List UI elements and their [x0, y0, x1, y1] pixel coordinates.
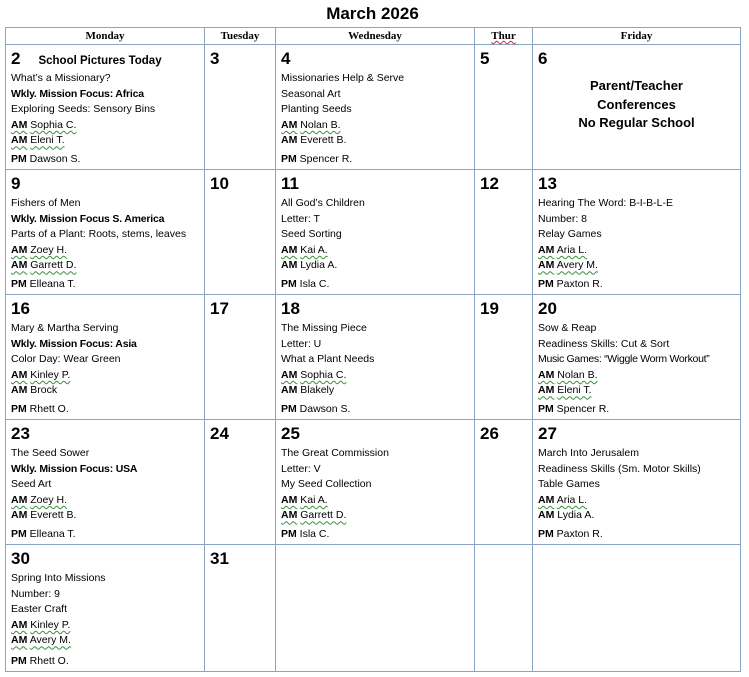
am-helper: AM Blakely: [281, 384, 335, 397]
weekday-header-row: [6, 28, 741, 45]
day-cell-5: [475, 45, 533, 170]
pm-helper: PM Spencer R.: [281, 153, 353, 166]
day-number: 5: [480, 49, 490, 68]
activity-line: Number: 9: [11, 587, 61, 600]
activity-line: What’s a Missionary?: [11, 72, 111, 84]
mission-focus: Wkly. Mission Focus S. America: [11, 212, 165, 225]
am-helper: AM Garrett D.: [281, 509, 347, 522]
pm-helper: PM Paxton R.: [538, 278, 603, 291]
pm-helper: PM Dawson S.: [281, 403, 351, 416]
activity-line: Letter: T: [281, 212, 320, 225]
am-helper: AM Kai A.: [281, 243, 328, 256]
day-headline: School Pictures Today: [38, 55, 162, 67]
day-number: 27: [538, 424, 557, 443]
day-cell-3: [205, 45, 276, 170]
day-number: 6: [538, 49, 548, 68]
day-cell-30: [6, 545, 205, 672]
am-helper: AM Sophia C.: [281, 368, 347, 381]
activity-line: Planting Seeds: [281, 103, 352, 116]
pm-helper: PM Rhett O.: [11, 403, 69, 416]
weekday-thursday: Thur: [475, 28, 533, 45]
am-helper: AM Zoey H.: [11, 243, 68, 256]
day-cell-12: [475, 170, 533, 295]
day-cell-6: [533, 45, 741, 170]
activity-line: Seed Art: [11, 478, 52, 491]
day-cell-20: [533, 295, 741, 420]
activity-line: Seed Sorting: [281, 228, 342, 241]
no-school-notice: Parent/Teacher Conferences No Regular School: [578, 78, 695, 130]
activity-line: Parts of a Plant: Roots, stems, leaves: [11, 228, 187, 241]
week-row: [6, 545, 741, 672]
am-helper: AM Kai A.: [281, 493, 328, 506]
mission-focus: Wkly. Mission Focus: Asia: [11, 337, 137, 350]
calendar-grid: [5, 27, 741, 672]
am-helper: AM Eleni T.: [538, 384, 592, 397]
day-number: 23: [11, 424, 30, 443]
am-helper: AM Zoey H.: [11, 493, 68, 506]
week-row: [6, 420, 741, 545]
day-number: 19: [480, 299, 499, 318]
week-row: [6, 45, 741, 170]
mission-focus: Wkly. Mission Focus: USA: [11, 462, 138, 475]
activity-line: Easter Craft: [11, 603, 68, 616]
day-number: 13: [538, 174, 557, 193]
empty-cell: [475, 545, 533, 672]
activity-line: All God’s Children: [281, 197, 365, 209]
day-cell-18: [276, 295, 475, 420]
day-cell-31: [205, 545, 276, 672]
day-number: 16: [11, 299, 30, 318]
pm-helper: PM Elleana T.: [11, 528, 76, 541]
am-helper: AM Sophia C.: [11, 118, 77, 131]
weekday-wednesday: Wednesday: [276, 28, 475, 45]
activity-line: Fishers of Men: [11, 197, 81, 209]
activity-line: Hearing The Word: B-I-B-L-E: [538, 197, 673, 209]
day-number: 24: [210, 424, 229, 443]
empty-cell: [276, 545, 475, 672]
day-number: 20: [538, 299, 557, 318]
pm-helper: PM Dawson S.: [11, 153, 81, 166]
pm-helper: PM Paxton R.: [538, 528, 603, 541]
day-cell-24: [205, 420, 276, 545]
day-number: 2: [11, 49, 21, 68]
activity-line: Mary & Martha Serving: [11, 322, 119, 334]
am-helper: AM Lydia A.: [281, 259, 338, 272]
activity-line: Exploring Seeds: Sensory Bins: [11, 103, 156, 116]
activity-line: The Missing Piece: [281, 322, 367, 334]
am-helper: AM Garrett D.: [11, 259, 77, 272]
activity-line: What a Plant Needs: [281, 353, 375, 366]
day-number: 31: [210, 549, 229, 568]
activity-line: Missionaries Help & Serve: [281, 72, 405, 84]
activity-line: Number: 8: [538, 212, 588, 225]
day-number: 18: [281, 299, 300, 318]
pm-helper: PM Spencer R.: [538, 403, 610, 416]
day-cell-16: [6, 295, 205, 420]
day-number: 3: [210, 49, 220, 68]
day-number: 26: [480, 424, 499, 443]
activity-line: Seasonal Art: [281, 87, 341, 100]
am-helper: AM Kinley P.: [11, 368, 71, 381]
activity-line: Letter: U: [281, 337, 322, 350]
activity-line: My Seed Collection: [281, 478, 372, 491]
am-helper: AM Nolan B.: [281, 118, 341, 131]
empty-cell: [533, 545, 741, 672]
am-helper: AM Aria L.: [538, 493, 588, 506]
day-number: 10: [210, 174, 229, 193]
day-cell-17: [205, 295, 276, 420]
day-cell-23: [6, 420, 205, 545]
activity-line: Letter: V: [281, 462, 321, 475]
mission-focus: Wkly. Mission Focus: Africa: [11, 87, 144, 100]
week-row: [6, 170, 741, 295]
am-helper: AM Brock: [11, 384, 58, 397]
activity-line: Table Games: [538, 478, 600, 491]
activity-line: Color Day: Wear Green: [11, 353, 121, 366]
am-helper: AM Aria L.: [538, 243, 588, 256]
activity-line: Readiness Skills (Sm. Motor Skills): [538, 462, 701, 475]
pm-helper: PM Isla C.: [281, 528, 330, 541]
activity-line: Sow & Reap: [538, 322, 597, 334]
day-number: 17: [210, 299, 229, 318]
weekday-tuesday: Tuesday: [205, 28, 276, 45]
day-cell-4: [276, 45, 475, 170]
weekday-monday: Monday: [6, 28, 205, 45]
day-cell-9: [6, 170, 205, 295]
day-cell-13: [533, 170, 741, 295]
activity-line: The Great Commission: [281, 447, 389, 459]
am-helper: AM Nolan B.: [538, 368, 598, 381]
activity-line: Relay Games: [538, 228, 602, 241]
day-number: 25: [281, 424, 300, 443]
activity-line: Readiness Skills: Cut & Sort: [538, 337, 670, 350]
activity-line: The Seed Sower: [11, 447, 90, 459]
day-number: 12: [480, 174, 499, 193]
am-helper: AM Everett B.: [11, 509, 77, 522]
weekday-friday: Friday: [533, 28, 741, 45]
day-cell-19: [475, 295, 533, 420]
activity-line: Spring Into Missions: [11, 572, 106, 584]
day-cell-25: [276, 420, 475, 545]
pm-helper: PM Rhett O.: [11, 655, 69, 668]
activity-line: Music Games: “Wiggle Worm Workout”: [538, 353, 710, 366]
day-number: 4: [281, 49, 291, 68]
day-number: 11: [281, 174, 299, 193]
pm-helper: PM Isla C.: [281, 278, 330, 291]
pm-helper: PM Elleana T.: [11, 278, 76, 291]
day-cell-11: [276, 170, 475, 295]
day-number: 30: [11, 549, 30, 568]
calendar-title: March 2026: [326, 4, 419, 23]
day-cell-26: [475, 420, 533, 545]
am-helper: AM Avery M.: [538, 259, 598, 272]
week-row: [6, 295, 741, 420]
day-number: 9: [11, 174, 21, 193]
am-helper: AM Eleni T.: [11, 134, 65, 147]
am-helper: AM Everett B.: [281, 134, 347, 147]
day-cell-27: [533, 420, 741, 545]
day-cell-10: [205, 170, 276, 295]
am-helper: AM Avery M.: [11, 634, 71, 647]
day-cell-2: [6, 45, 205, 170]
activity-line: March Into Jerusalem: [538, 447, 639, 459]
am-helper: AM Kinley P.: [11, 618, 71, 631]
am-helper: AM Lydia A.: [538, 509, 595, 522]
